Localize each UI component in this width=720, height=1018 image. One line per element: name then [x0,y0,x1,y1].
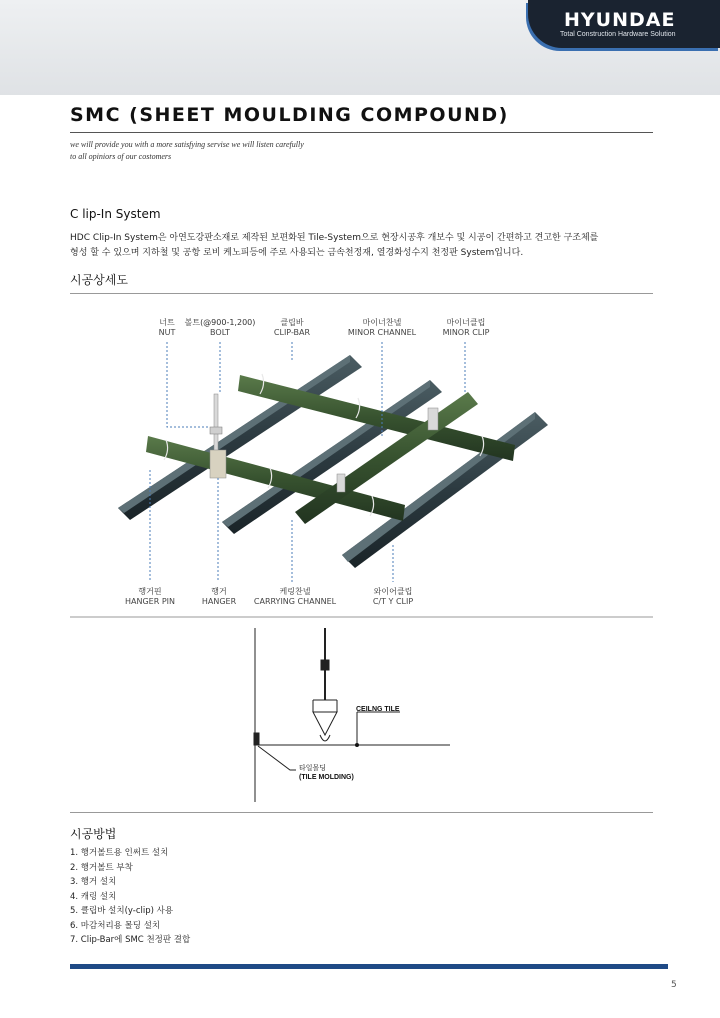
hanger-bolt [214,394,218,454]
molding-piece [254,733,259,745]
label-minor-clip-en: MINOR CLIP [442,328,490,337]
molding-label-ko: 타일몰딩 [299,765,327,772]
page-title: SMC (SHEET MOULDING COMPOUND) [70,104,509,126]
molding-leader [258,746,296,770]
tagline-line-2: to all opiniors of our costomers [70,152,172,161]
label-ct-clip-ko: 와이어클립 [373,587,413,596]
method-step: 4. 캐링 설치 [70,891,117,902]
label-nut-ko: 너트 [159,318,175,327]
label-minor-channel-en: MINOR CHANNEL [347,328,417,337]
method-step: 3. 행거 설치 [70,877,117,887]
page-number: 5 [671,980,677,990]
clip-in-heading: C lip-In System [70,207,161,221]
hanger-nut [210,427,222,434]
label-hanger-en: HANGER [201,597,237,606]
method-divider [70,812,653,813]
method-step: 6. 마감처리용 몰딩 설치 [70,920,161,931]
label-carrying-channel-en: CARRYING CHANNEL [253,597,337,606]
clip-frame [313,712,337,735]
label-ct-clip [338,586,448,606]
label-hanger-pin-en: HANGER PIN [125,597,175,606]
clip-piece-2 [337,474,345,492]
label-hanger-pin-ko: 행거핀 [138,587,162,596]
molding-label-en: (TILE MOLDING) [299,774,354,781]
brand-name: HYUNDAE [564,9,676,31]
label-clip-bar-ko: 클립바 [280,318,304,327]
hanger-plate [210,450,226,478]
clip-in-text-line-2: 형성 할 수 있으며 지하철 및 공항 로비 케노피등에 주로 사용되는 금속천정재, 열경화성수지 천정판 System입니다. [70,248,524,258]
minor-clip-piece [428,408,438,430]
label-nut-en: NUT [158,328,176,337]
detail-heading: 시공상세도 [70,273,128,287]
label-clip-bar-en: CLIP-BAR [273,328,311,337]
rod-nut [321,660,329,670]
leader-nut [167,342,210,427]
method-steps-list [70,846,190,948]
label-carrying-channel [240,586,350,606]
ceiling-tile-dot [355,743,359,747]
footer-bar [70,964,668,969]
clip-in-text-line-1: HDC Clip-In System은 아연도강판소재로 제작된 보편화된 Tile-System으로 현장시공후 개보수 및 시공이 간편하고 견고한 구조체를 [70,233,599,243]
method-step: 5. 클립바 설치(y-clip) 사용 [70,906,174,916]
label-hanger-ko: 행거 [211,587,227,596]
brand-subtitle: Total Construction Hardware Solution [560,31,676,38]
method-step: 1. 행거볼트용 인써트 설치 [70,848,169,858]
label-bolt-ko: 볼트(@900-1,200) [184,318,256,327]
label-minor-clip-ko: 마이너클립 [446,318,486,327]
tagline-line-1: we will provide you with a more satisfying servise we will listen carefully [70,140,304,149]
label-minor-clip [411,317,521,337]
label-ct-clip-en: C/T Y CLIP [372,597,414,606]
ceiling-tile-label: CEILNG TILE [356,706,400,713]
method-step: 2. 행거볼트 부착 [70,862,133,873]
method-heading: 시공방법 [70,827,117,841]
label-minor-channel-ko: 마이너찬넬 [362,318,402,327]
label-carrying-channel-ko: 케링찬넬 [279,587,311,596]
method-step: 7. Clip-Bar에 SMC 천정판 결합 [70,935,191,945]
label-bolt-en: BOLT [210,328,230,337]
